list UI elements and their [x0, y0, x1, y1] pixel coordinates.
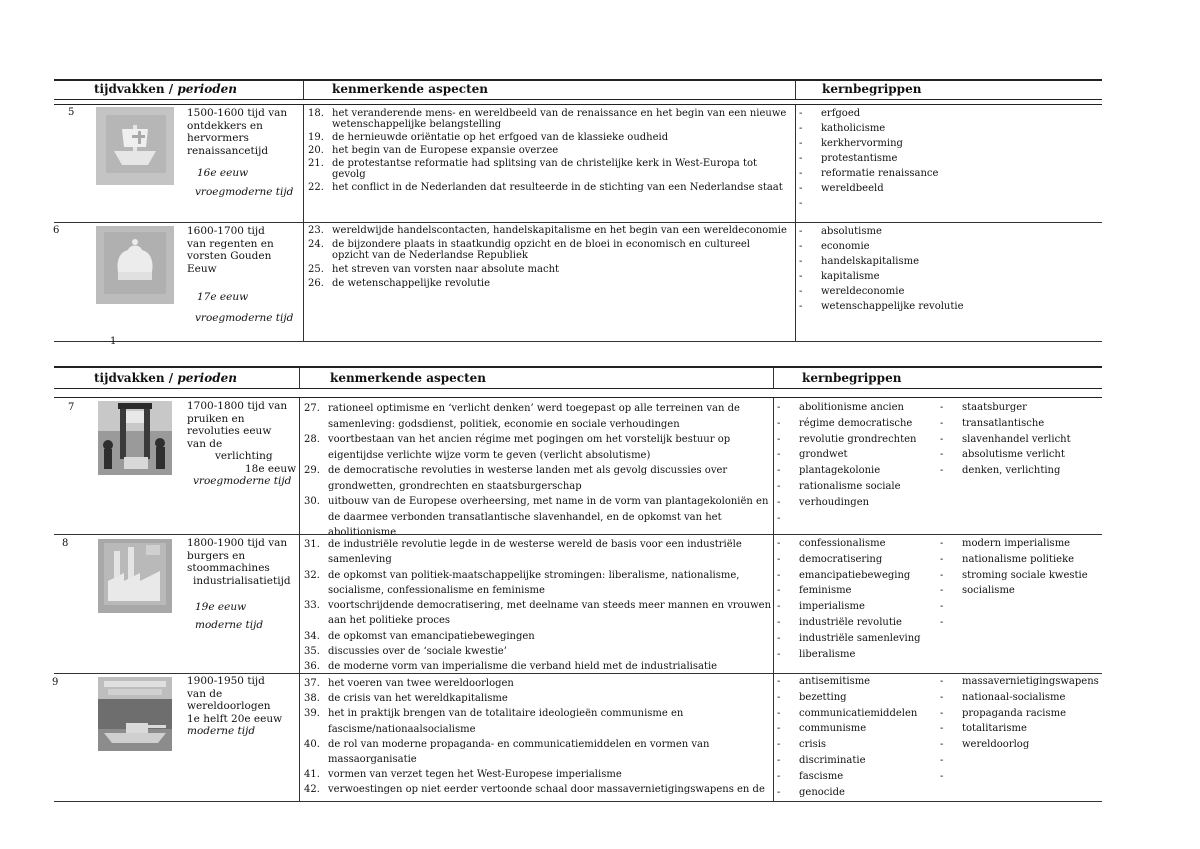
list-item: 27. rationeel optimisme en ‘verlicht denken’ werd toegepast op alle terreinen van de samenleving: godsdienst, politiek, economie en sociale verhoudingen [304, 403, 740, 430]
header-periods: tijdvakken / perioden [94, 371, 237, 385]
period-text: 1800-1900 tijd van burgers en stoommachines industrialisatietijd 19e eeuw moderne tijd [187, 537, 291, 631]
list-item: 31. de industriële revolutie legde in de westerse wereld de basis voor een industriële samenleving [304, 539, 742, 566]
header-terms: kernbegrippen [802, 371, 902, 385]
terms-list: - confessionalisme - democratisering - emancipatiebeweging - feminisme - imperialisme - industriële revolutie - industriële samenleving - liberalisme [775, 536, 921, 662]
war-image [98, 677, 172, 751]
terms-list: - abolitionisme ancien - régime democratische - revolutie grondrechten - grondwet - plantagekolonie - rationalisme sociale - verhoudingen - [775, 400, 916, 526]
row-number: 7 [68, 402, 75, 413]
terms-list-2: - staatsburger - transatlantische - slavenhandel verlicht - absolutisme verlicht - denken, verlichting [938, 400, 1071, 479]
list-item: 22. het conflict in de Nederlanden dat resulteerde in de stichting van een Nederlandse staat [308, 182, 783, 193]
list-item: 42. verwoestingen op niet eerder vertoonde schaal door massavernietigingswapens en de [304, 784, 765, 796]
aspects-list [308, 108, 788, 193]
aspects-list [304, 537, 774, 675]
period-text: 1500-1600 tijd van ontdekkers en hervormers renaissancetijd 16e eeuw vroegmoderne tijd [187, 107, 294, 198]
aspects-list [304, 676, 774, 798]
header-periods: tijdvakken / perioden [94, 82, 237, 96]
table-row [54, 105, 1102, 223]
list-item: 29. de democratische revoluties in westerse landen met als gevolg discussies over grondwetten, grondrechten en staatsburgerschap [304, 465, 728, 492]
list-item: 36. de moderne vorm van imperialisme die verband hield met de industrialisatie [304, 661, 718, 673]
list-item: 38. de crisis van het wereldkapitalisme [304, 693, 508, 705]
aspects-list [308, 225, 788, 289]
terms-list-2: - modern imperialisme - nationalisme politieke - stroming sociale kwestie - socialisme - - [938, 536, 1088, 631]
table-2 [54, 366, 1102, 802]
header-aspects: kenmerkende aspecten [330, 371, 486, 385]
list-item: 39. het in praktijk brengen van de totalitaire ideologieën communisme en fascisme/nationaalsocialisme [304, 708, 684, 735]
terms-list: - absolutisme - economie - handelskapitalisme - kapitalisme - wereldeconomie - wetenschappelijke revolutie [797, 224, 964, 314]
list-item: 26. de wetenschappelijke revolutie [308, 278, 491, 289]
factory-icon [98, 539, 172, 613]
page-number: 1 [110, 336, 117, 347]
crown-icon [96, 226, 174, 304]
table-row [54, 535, 1102, 674]
list-item: 32. de opkomst van politiek-maatschappelijke stromingen: liberalisme, nationalisme, socialisme, confessionalisme en feminisme [304, 569, 740, 596]
row-number: 5 [68, 107, 75, 118]
list-item: 20. het begin van de Europese expansie overzee [308, 145, 559, 156]
list-item: 28. voortbestaan van het ancien régime met pogingen om het vorstelijk bestuur op eigentijdse verlichte wijze vorm te geven (verlicht absolutisme) [304, 434, 731, 461]
list-item: 37. het voeren van twee wereldoorlogen [304, 678, 514, 689]
row-number: 9 [52, 677, 59, 688]
terms-list: - erfgoed - katholicisme - kerkhervorming - protestantisme - reformatie renaissance - wereldbeeld - [797, 106, 938, 211]
row-number: 6 [53, 225, 60, 236]
list-item: 23. wereldwijde handelscontacten, handelskapitalisme en het begin van een wereldeconomie [308, 225, 787, 236]
ship-icon [96, 107, 174, 185]
list-item: 19. de hernieuwde oriëntatie op het erfgoed van de klassieke oudheid [308, 132, 669, 143]
list-item: 25. het streven van vorsten naar absolute macht [308, 264, 560, 275]
table-2-header [54, 366, 1102, 389]
table-1-header [54, 79, 1102, 100]
terms-list-2: - massavernietigingswapens - nationaal-socialisme - propaganda racisme - totalitarisme - wereldoorlog - - [938, 674, 1099, 785]
list-item: 34. de opkomst van emancipatiebewegingen [304, 630, 535, 642]
terms-list: - antisemitisme - bezetting - communicatiemiddelen - communisme - crisis - discriminatie - fascisme - genocide [775, 674, 917, 800]
aspects-list [304, 401, 774, 541]
list-item: 33. voortschrijdende democratisering, met deelname van steeds meer mannen en vrouwen aan het politieke proces [304, 600, 772, 627]
period-text: 1600-1700 tijd van regenten en vorsten Gouden Eeuw 17e eeuw vroegmoderne tijd [187, 225, 294, 324]
revolution-image [98, 401, 172, 475]
list-item: 30. uitbouw van de Europese overheersing, met name in de vorm van plantagekoloniën en de daarmee verbonden transatlantische slavenhandel, en de opkomst van het abolitionisme [304, 496, 769, 538]
list-item: 21. de protestantse reformatie had splitsing van de christelijke kerk in West-Europa tot gevolg [308, 158, 758, 180]
list-item: 40. de rol van moderne propaganda- en communicatiemiddelen en vormen van massaorganisatie [304, 738, 710, 766]
table-row [54, 674, 1102, 802]
list-item: 35. discussies over de ‘sociale kwestie’ [304, 646, 507, 658]
table-row [54, 398, 1102, 538]
header-terms: kernbegrippen [822, 82, 922, 96]
list-item: 24. de bijzondere plaats in staatkundig opzicht en de bloei in economisch en cultureel opzicht van de Nederlandse Republiek [308, 239, 750, 261]
row-number: 8 [62, 538, 69, 549]
list-item: 18. het veranderende mens- en wereldbeeld van de renaissance en het begin van een nieuwe wetenschappelijke belangstelling [308, 108, 787, 130]
table-1 [54, 79, 1102, 342]
table-row [54, 223, 1102, 342]
period-text: 1700-1800 tijd van pruiken en revoluties eeuw van de verlichting 18e eeuw vroegmoderne tijd [187, 400, 297, 487]
period-text: 1900-1950 tijd van de wereldoorlogen 1e helft 20e eeuw moderne tijd [187, 675, 283, 737]
header-aspects: kenmerkende aspecten [332, 82, 488, 96]
list-item: 41. vormen van verzet tegen het West-Europese imperialisme [304, 769, 622, 781]
